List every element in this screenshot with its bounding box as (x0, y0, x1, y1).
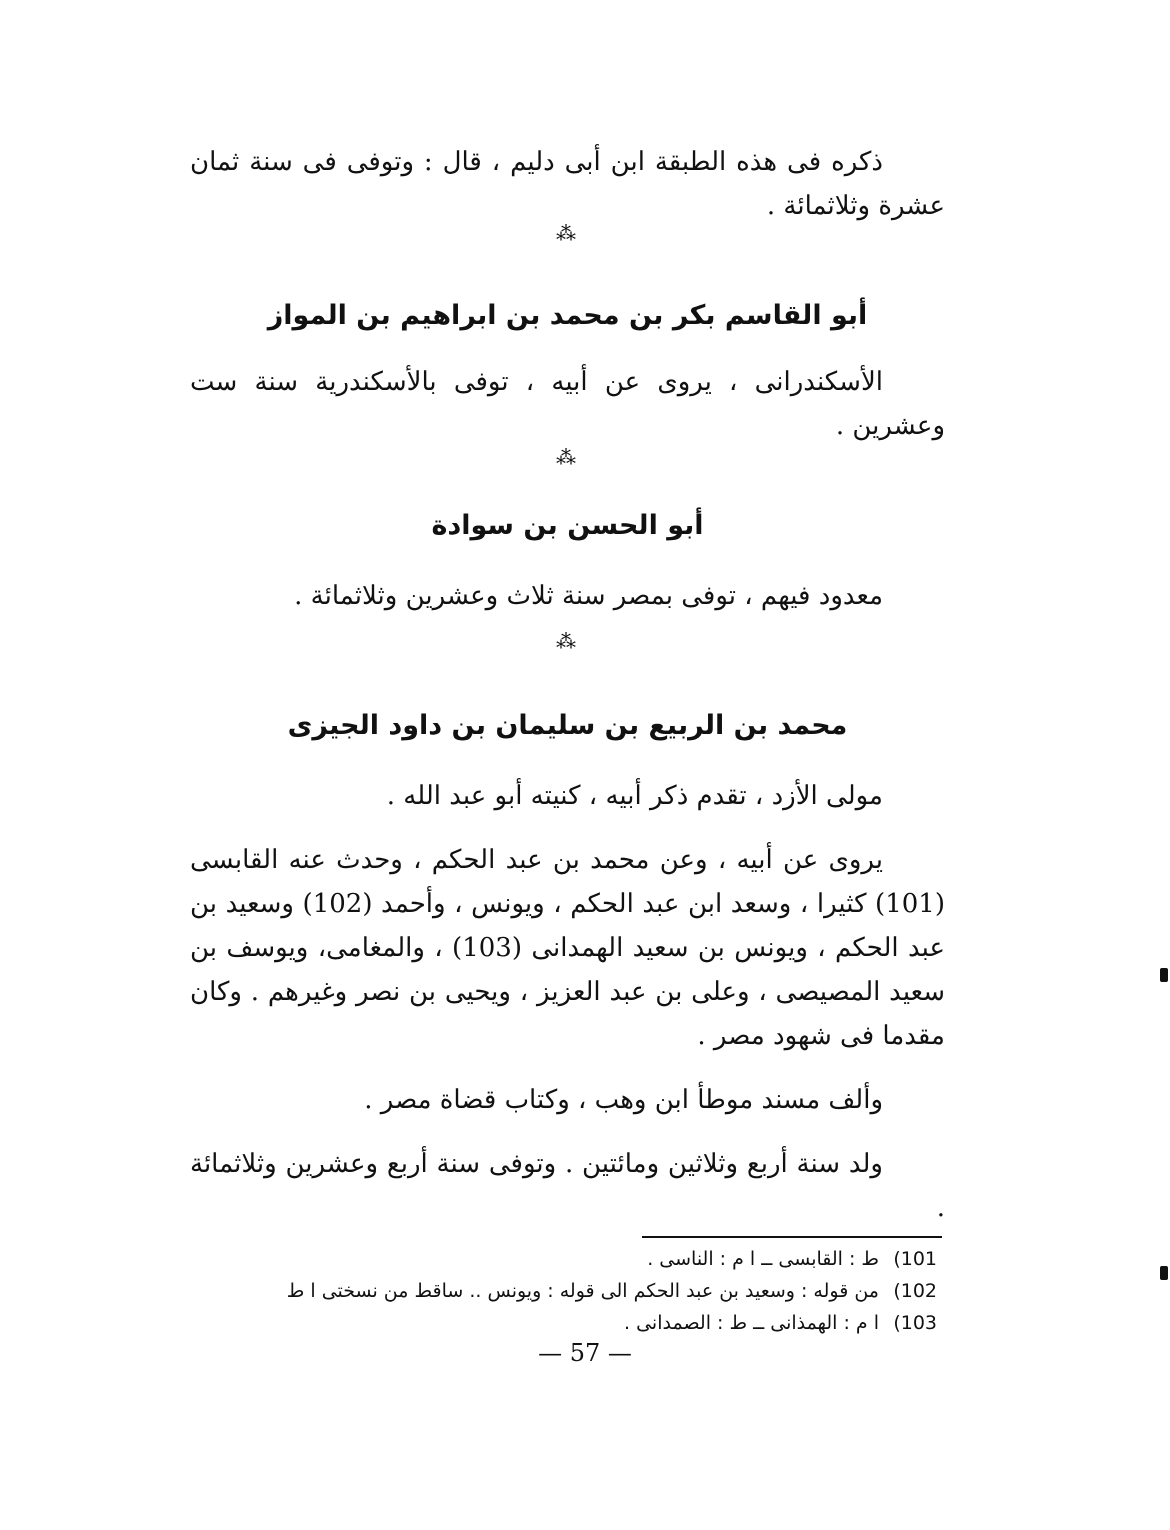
footnote-text: ط : القابسى ــ ا م : الناسى . (647, 1248, 879, 1270)
section-separator: ⁂ (556, 445, 574, 469)
footnote (185, 1275, 937, 1307)
section-separator: ⁂ (556, 221, 574, 245)
paragraph: وألف مسند موطأ ابن وهب ، وكتاب قضاة مصر . (364, 1085, 883, 1115)
paragraph: ولد سنة أربع وثلاثين ومائتين . وتوفى سنة أربع وعشرين وثلاثمائة . (190, 1149, 945, 1223)
entry-heading: محمد بن الربيع بن سليمان بن داود الجيزى (287, 710, 848, 741)
footnote-divider (642, 1236, 942, 1238)
footnote-text: ا م : الهمذانى ــ ط : الصمدانى . (624, 1312, 879, 1334)
footnote-number: (101 (893, 1248, 937, 1270)
entry-2-body (190, 574, 945, 618)
footnote (185, 1307, 937, 1339)
paragraph: الأسكندرانى ، يروى عن أبيه ، توفى بالأسكندرية سنة ست وعشرين . (190, 367, 945, 441)
footnote (185, 1243, 937, 1275)
footnote-number: (103 (893, 1312, 937, 1334)
footnotes (185, 1243, 937, 1339)
entry-1-body (190, 360, 945, 448)
entry-3-body (190, 774, 945, 1230)
paragraph: ذكره فى هذه الطبقة ابن أبى دليم ، قال : وتوفى فى سنة ثمان عشرة وثلاثمائة . (190, 147, 945, 221)
page-number: — 57 — (538, 1339, 632, 1367)
paragraph: مولى الأزد ، تقدم ذكر أبيه ، كنيته أبو عبد الله . (386, 781, 883, 811)
section-separator: ⁂ (556, 629, 574, 653)
paragraph: يروى عن أبيه ، وعن محمد بن عبد الحكم ، وحدث عنه القابسى (101) كثيرا ، وسعد ابن عبد الحكم ، ويونس ، وأحمد (102) وسعيد بن عبد الحكم ، ويونس بن سعيد الهمدانى (103) ، والمغامى، ويوسف بن سعيد المصيصى ، وعلى بن عبد العزيز ، ويحيى بن نصر وغيرهم . وكان مقدما فى شهود مصر . (190, 845, 946, 1051)
scan-mark (1160, 1266, 1168, 1280)
footnote-text: من قوله : وسعيد بن عبد الحكم الى قوله : ويونس .. ساقط من نسختى ا ط (286, 1280, 879, 1302)
entry-heading: أبو القاسم بكر بن محمد بن ابراهيم بن المواز (267, 300, 868, 331)
paragraph: معدود فيهم ، توفى بمصر سنة ثلاث وعشرين وثلاثمائة . (294, 581, 883, 611)
entry-0-body (190, 140, 945, 228)
scan-mark (1160, 968, 1168, 982)
entry-heading: أبو الحسن بن سوادة (431, 510, 704, 541)
footnote-number: (102 (893, 1280, 937, 1302)
